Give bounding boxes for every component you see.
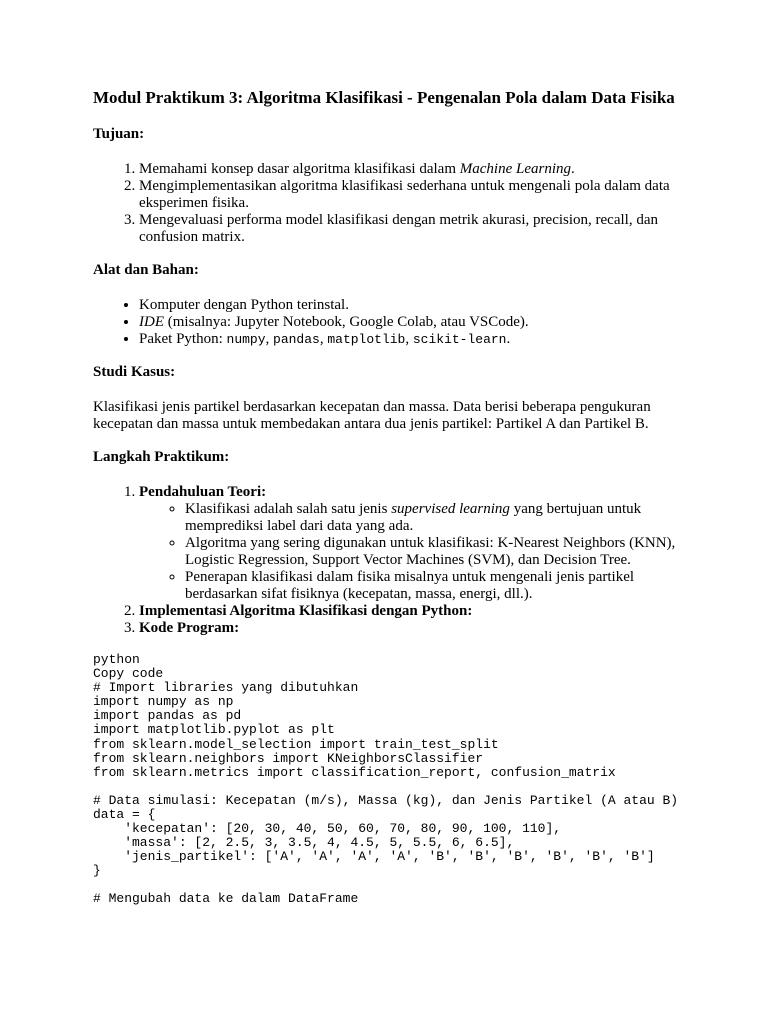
alat-item: • Komputer dengan Python terinstal. (139, 297, 683, 314)
code-line: from sklearn.metrics import classification_report, confusion_matrix (93, 764, 616, 780)
document-content (93, 88, 683, 907)
code-line: 'kecepatan': [20, 30, 40, 50, 60, 70, 80, 90, 100, 110], (93, 821, 562, 837)
alat-list (93, 297, 683, 348)
page-title: Modul Praktikum 3: Algoritma Klasifikasi - Pengenalan Pola dalam Data Fisika (93, 88, 675, 107)
langkah-list (93, 484, 683, 637)
studi-text: Klasifikasi jenis partikel berdasarkan kecepatan dan massa. Data berisi beberapa pengukuran kecepatan dan massa untuk membedakan antara dua jenis partikel: Partikel A dan Partikel B. (93, 399, 651, 432)
code-line: data = { (93, 806, 156, 822)
code-line: 'jenis_partikel': ['A', 'A', 'A', 'A', 'B', 'B', 'B', 'B', 'B', 'B'] (93, 849, 655, 865)
code-line: # Import libraries yang dibutuhkan (93, 680, 359, 696)
code-blank-line (93, 878, 683, 892)
langkah-item: 2. Implementasi Algoritma Klasifikasi dengan Python: (139, 603, 683, 620)
teori-subitem: ◦ Klasifikasi adalah salah satu jenis supervised learning yang bertujuan untuk memprediksi label dari data yang ada. (185, 501, 683, 535)
copy-code-label[interactable]: Copy code (93, 666, 164, 682)
code-language: python (93, 652, 140, 667)
alat-item: • IDE (misalnya: Jupyter Notebook, Google Colab, atau VSCode). (139, 314, 683, 331)
code-line: import pandas as pd (93, 708, 242, 724)
langkah-heading: Langkah Praktikum: (93, 449, 230, 465)
teori-subitem: ◦ Algoritma yang sering digunakan untuk klasifikasi: K-Nearest Neighbors (KNN), Logistic Regression, Support Vector Machines (SVM), dan Decision Tree. (185, 535, 683, 569)
tujuan-item: 2. Mengimplementasikan algoritma klasifikasi sederhana untuk mengenali pola dalam data eksperimen fisika. (139, 178, 683, 212)
code-line: } (93, 863, 101, 879)
alat-item: • Paket Python: numpy, pandas, matplotlib, scikit-learn. (139, 331, 683, 348)
langkah-item: 1. Pendahuluan Teori: ◦ Klasifikasi adalah salah satu jenis supervised learning yang bertujuan untuk memprediksi label dari data yang ada. ◦ Algoritma yang sering digunakan untuk klasifikasi: K-Nearest Neighbors (KNN), Logistic Regression, Support Vector Machines (SVM), dan Decision Tree. ◦ Penerapan klasifikasi dalam fisika misalnya untuk mengenali jenis partikel berdasarkan sifat fisiknya (kecepatan, massa, energi, dll.). (139, 484, 683, 603)
package-name: scikit-learn (412, 332, 507, 347)
tujuan-item: 3. Mengevaluasi performa model klasifikasi dengan metrik akurasi, precision, recall, dan confusion matrix. (139, 212, 683, 246)
code-line: # Mengubah data ke dalam DataFrame (93, 891, 359, 907)
code-blank-line (93, 780, 683, 794)
code-line: import numpy as np (93, 694, 234, 710)
tujuan-list (93, 161, 683, 246)
tujuan-item: 1. Memahami konsep dasar algoritma klasifikasi dalam Machine Learning. (139, 161, 683, 178)
code-line: # Data simulasi: Kecepatan (m/s), Massa (kg), dan Jenis Partikel (A atau B) (93, 792, 679, 808)
code-block (93, 653, 683, 907)
code-line: from sklearn.model_selection import train_test_split (93, 736, 499, 752)
package-name: matplotlib (327, 332, 406, 347)
studi-heading: Studi Kasus: (93, 364, 176, 380)
teori-sublist (139, 501, 683, 603)
code-line: import matplotlib.pyplot as plt (93, 722, 335, 738)
code-line: from sklearn.neighbors import KNeighborsClassifier (93, 750, 484, 766)
package-name: pandas (273, 332, 320, 347)
code-line: 'massa': [2, 2.5, 3, 3.5, 4, 4.5, 5, 5.5, 6, 6.5], (93, 835, 515, 851)
alat-heading: Alat dan Bahan: (93, 262, 199, 278)
langkah-item: 3. Kode Program: (139, 620, 683, 637)
tujuan-heading: Tujuan: (93, 126, 145, 142)
teori-subitem: ◦ Penerapan klasifikasi dalam fisika misalnya untuk mengenali jenis partikel berdasarkan sifat fisiknya (kecepatan, massa, energi, dll.). (185, 569, 683, 603)
package-name: numpy (226, 332, 266, 347)
